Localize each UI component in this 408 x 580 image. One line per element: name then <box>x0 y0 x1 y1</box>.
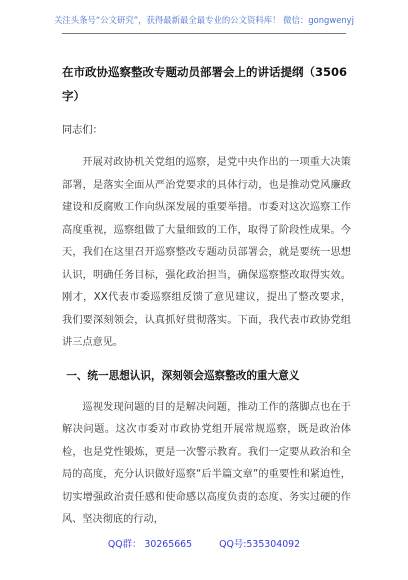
salutation: 同志们： <box>62 125 103 136</box>
qq-number-text: QQ号:535304092 <box>219 539 301 550</box>
header-banner <box>0 0 408 36</box>
qq-group-text: QQ群： 30265665 <box>107 539 193 550</box>
footer-contacts <box>0 536 408 550</box>
header-divider <box>62 33 346 34</box>
section-paragraph: 巡视发现问题的目的是解决问题，推动工作的落脚点也在于解决问题。这次市委对市政协党组开展常规巡察，既是政治体检，也是党性锻炼，更是一次警示教育。我们一定要从政治和全局的高度，充分认识做好巡察“后半篇文章”的重要性和紧迫性，切实增强政治责任感和使命感以高度负责的态度、务实过硬的作风、坚决彻底的行动， <box>62 401 351 525</box>
banner-text: 关注头条号“公文研究”，获得最新最全最专业的公文资料库！ 微信：gongwenyj <box>54 15 354 25</box>
document-body <box>62 60 351 542</box>
section-heading: 一、统一思想认识，深刻领会巡察整改的重大意义 <box>66 369 300 382</box>
intro-paragraph: 开展对政协机关党组的巡察，是党中央作出的一项重大决策部署，是落实全面从严治党要求的具体行动，也是推动党风廉政建设和反腐败工作向纵深发展的重要举措。市委对这次巡察工作高度重视，巡察组做了大量细致的工作，取得了阶段性成果。今天，我们在这里召开巡察整改专题动员部署会，就是要统一思想认识，明确任务目标，强化政治担当，确保巡察整改取得实效。刚才，XX代表市委巡察组反馈了意见建议，提出了整改要求，我们要深刻领会，认真抓好贯彻落实。下面，我代表市政协党组讲三点意见。 <box>62 157 351 348</box>
document-title: 在市政协巡察整改专题动员部署会上的讲话提纲（3506字） <box>62 65 348 103</box>
